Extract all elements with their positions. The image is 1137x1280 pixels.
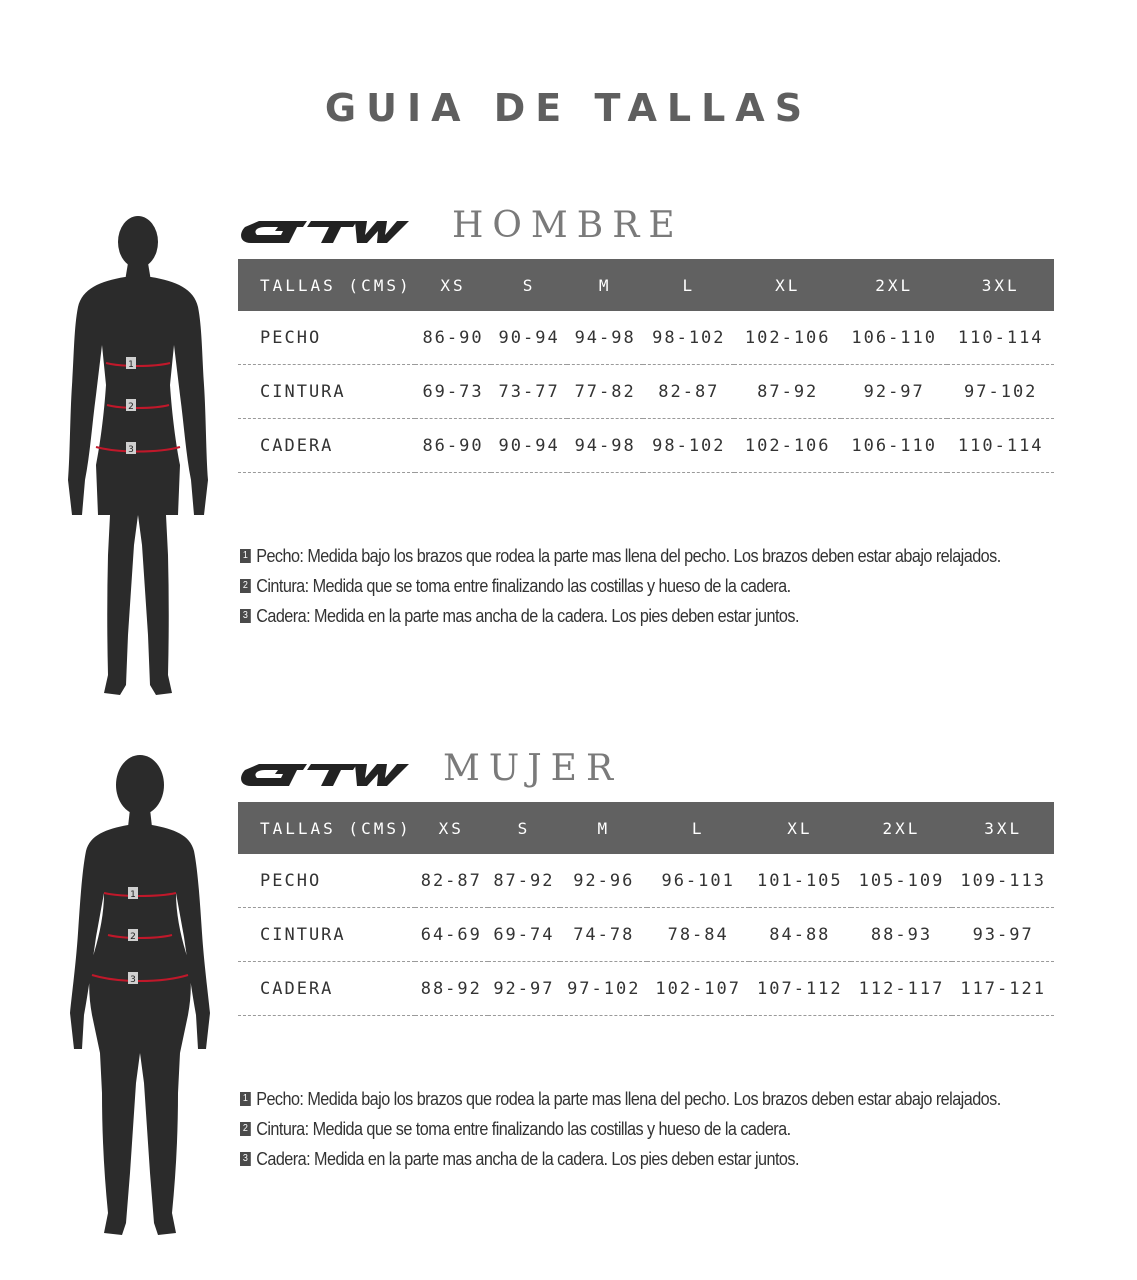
column-header: XS (415, 802, 488, 854)
note-text: Cintura: Medida que se toma entre finalizando las costillas y hueso de la cadera. (256, 575, 791, 596)
table-cell: 92-97 (841, 365, 947, 419)
women-section-title: MUJER (443, 748, 623, 789)
column-header: XL (749, 802, 851, 854)
table-row (238, 854, 1054, 908)
table-cell: 90-94 (491, 419, 567, 473)
column-header: L (647, 802, 749, 854)
column-header: S (488, 802, 561, 854)
table-cell: 102-106 (734, 311, 840, 365)
table-row (238, 419, 1054, 473)
note-item (240, 541, 1001, 571)
note-number-badge: 2 (240, 1122, 251, 1136)
men-measurement-notes (240, 541, 1085, 631)
brand-logo (237, 762, 412, 788)
table-cell: 92-96 (560, 854, 647, 908)
table-cell: 82-87 (643, 365, 734, 419)
female-silhouette-figure (60, 753, 230, 1243)
table-cell: 64-69 (415, 908, 488, 962)
note-item (240, 571, 1001, 601)
table-cell: 78-84 (647, 908, 749, 962)
note-item (240, 1144, 1001, 1174)
column-header: S (491, 259, 567, 311)
table-cell: 98-102 (643, 311, 734, 365)
table-cell: 110-114 (947, 419, 1054, 473)
column-header: L (643, 259, 734, 311)
table-row (238, 365, 1054, 419)
table-cell: 87-92 (488, 854, 561, 908)
table-cell: 88-92 (415, 962, 488, 1016)
row-label: PECHO (238, 854, 415, 908)
table-cell: 90-94 (491, 311, 567, 365)
table-cell: 105-109 (851, 854, 953, 908)
brand-logo (237, 219, 412, 245)
column-header: 2XL (851, 802, 953, 854)
row-label: CADERA (238, 419, 415, 473)
table-row (238, 908, 1054, 962)
column-header: 2XL (841, 259, 947, 311)
table-cell: 74-78 (560, 908, 647, 962)
table-cell: 84-88 (749, 908, 851, 962)
table-cell: 93-97 (952, 908, 1054, 962)
hip-marker: 3 (130, 975, 136, 985)
row-label: PECHO (238, 311, 415, 365)
table-cell: 106-110 (841, 419, 947, 473)
column-header: 3XL (947, 259, 1054, 311)
male-silhouette-figure (60, 215, 230, 705)
waist-marker: 2 (128, 402, 134, 412)
table-cell: 69-73 (415, 365, 491, 419)
column-header: M (567, 259, 643, 311)
table-row (238, 311, 1054, 365)
note-number-badge: 1 (240, 1092, 251, 1106)
note-text: Pecho: Medida bajo los brazos que rodea la parte mas llena del pecho. Los brazos deben estar abajo relajados. (256, 545, 1001, 566)
column-header: M (560, 802, 647, 854)
note-text: Cadera: Medida en la parte mas ancha de la cadera. Los pies deben estar juntos. (256, 605, 799, 626)
note-item (240, 1114, 1001, 1144)
column-header: XL (734, 259, 840, 311)
table-cell: 102-107 (647, 962, 749, 1016)
note-item (240, 601, 1001, 631)
table-row (238, 962, 1054, 1016)
table-cell: 92-97 (488, 962, 561, 1016)
note-number-badge: 1 (240, 549, 251, 563)
table-cell: 101-105 (749, 854, 851, 908)
waist-marker: 2 (130, 932, 136, 942)
column-header: XS (415, 259, 491, 311)
table-cell: 112-117 (851, 962, 953, 1016)
note-text: Cintura: Medida que se toma entre finalizando las costillas y hueso de la cadera. (256, 1118, 791, 1139)
note-number-badge: 2 (240, 579, 251, 593)
table-cell: 73-77 (491, 365, 567, 419)
column-header: 3XL (952, 802, 1054, 854)
note-item (240, 1084, 1001, 1114)
chest-marker: 1 (128, 360, 134, 370)
table-cell: 82-87 (415, 854, 488, 908)
table-header-row (238, 802, 1054, 854)
table-cell: 106-110 (841, 311, 947, 365)
table-cell: 98-102 (643, 419, 734, 473)
table-cell: 69-74 (488, 908, 561, 962)
table-cell: 94-98 (567, 419, 643, 473)
men-section-title: HOMBRE (452, 205, 684, 246)
table-cell: 102-106 (734, 419, 840, 473)
page-title: GUIA DE TALLAS (324, 86, 813, 130)
column-header: TALLAS (CMS) (238, 259, 415, 311)
table-cell: 94-98 (567, 311, 643, 365)
table-cell: 86-90 (415, 419, 491, 473)
row-label: CINTURA (238, 908, 415, 962)
table-header-row (238, 259, 1054, 311)
table-cell: 109-113 (952, 854, 1054, 908)
hip-marker: 3 (128, 445, 134, 455)
table-cell: 97-102 (947, 365, 1054, 419)
row-label: CINTURA (238, 365, 415, 419)
table-cell: 87-92 (734, 365, 840, 419)
note-text: Pecho: Medida bajo los brazos que rodea la parte mas llena del pecho. Los brazos deben estar abajo relajados. (256, 1088, 1001, 1109)
note-number-badge: 3 (240, 1152, 251, 1166)
table-cell: 77-82 (567, 365, 643, 419)
table-cell: 117-121 (952, 962, 1054, 1016)
table-cell: 96-101 (647, 854, 749, 908)
table-cell: 86-90 (415, 311, 491, 365)
table-cell: 107-112 (749, 962, 851, 1016)
note-text: Cadera: Medida en la parte mas ancha de la cadera. Los pies deben estar juntos. (256, 1148, 799, 1169)
table-cell: 88-93 (851, 908, 953, 962)
column-header: TALLAS (CMS) (238, 802, 415, 854)
women-size-table (238, 802, 1054, 1016)
table-cell: 110-114 (947, 311, 1054, 365)
men-size-table (238, 259, 1054, 473)
women-measurement-notes (240, 1084, 1085, 1174)
note-number-badge: 3 (240, 609, 251, 623)
chest-marker: 1 (130, 890, 136, 900)
table-cell: 97-102 (560, 962, 647, 1016)
row-label: CADERA (238, 962, 415, 1016)
